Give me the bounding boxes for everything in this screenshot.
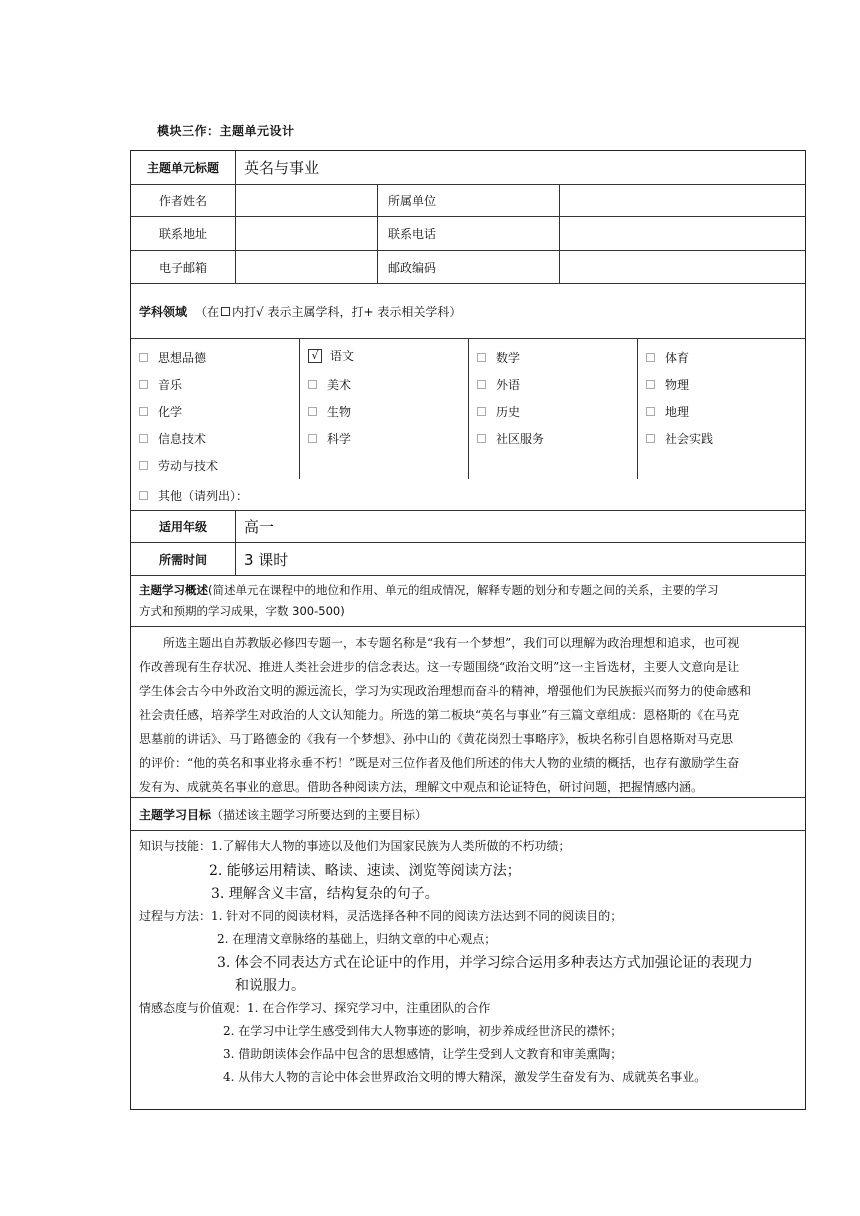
- goal-knowledge-1: 知识与技能：1.了解伟大人物的事迹以及他们为国家民族为人类所做的不朽功绩；: [139, 839, 571, 853]
- unit-field[interactable]: [559, 185, 807, 216]
- postcode-label: 邮政编码: [377, 251, 559, 283]
- goal-knowledge-3: 3. 理解含义丰富，结构复杂的句子。: [211, 886, 439, 902]
- subject-option[interactable]: 科学: [308, 430, 351, 447]
- checkmark-icon[interactable]: √: [308, 349, 322, 363]
- overview-line: 的评价：“他的英名和事业将永垂不朽！”既是对三位作者及他们所述的伟大人物的业绩的概括，也存有激励学生奋: [139, 756, 740, 770]
- subject-option[interactable]: 物理: [646, 376, 689, 393]
- subject-grid-divider: [637, 339, 638, 479]
- overview-line: 发有为、成就英名事业的意思。借助各种阅读方法，理解文中观点和论证特色，研讨问题，把握情感内涵。: [139, 780, 704, 794]
- subject-area-label: 学科领域: [139, 304, 188, 319]
- subject-grid: [131, 339, 805, 479]
- goal-knowledge-2: 2. 能够运用精读、略读、速读、浏览等阅读方法；: [209, 863, 521, 879]
- subject-option[interactable]: √ 语文: [308, 347, 354, 364]
- page-caption: 模块三作：主题单元设计: [157, 124, 295, 138]
- goal-emotion-4: 4. 从伟大人物的言论中体会世界政治文明的博大精深，激发学生奋发有为、成就英名事业。: [223, 1070, 707, 1084]
- author-field[interactable]: [235, 185, 377, 216]
- overview-note-line2: 方式和预期的学习成果，字数 300-500): [139, 604, 345, 618]
- subject-area-header-row: [131, 284, 805, 339]
- checkbox-icon[interactable]: [139, 380, 148, 389]
- checkbox-icon[interactable]: [139, 491, 148, 500]
- goal-process-1: 过程与方法：1. 针对不同的阅读材料，灵活选择各种不同的阅读方法达到不同的阅读目的；: [139, 909, 623, 923]
- subject-area-header: [139, 284, 799, 338]
- goals-body[interactable]: [131, 831, 805, 1109]
- address-field[interactable]: [235, 217, 377, 250]
- checkbox-icon[interactable]: [477, 380, 486, 389]
- other-subject-option[interactable]: 其他（请列出）：: [139, 487, 248, 504]
- subject-area-note: 内打√ 表示主属学科，打+ 表示相关学科）: [232, 304, 462, 319]
- theme-value[interactable]: 英名与事业: [235, 151, 807, 184]
- design-form-table: [130, 150, 806, 1110]
- subject-option[interactable]: 地理: [646, 403, 689, 420]
- goals-header-row: [131, 798, 805, 831]
- goal-process-2: 2. 在理清文章脉络的基础上，归纳文章的中心观点；: [217, 932, 497, 946]
- other-subject-row: [131, 479, 805, 511]
- checkbox-icon[interactable]: [646, 434, 655, 443]
- checkbox-icon[interactable]: [308, 407, 317, 416]
- checkbox-icon[interactable]: [477, 407, 486, 416]
- subject-option[interactable]: 劳动与技术: [139, 457, 218, 474]
- overview-line: 作改善现有生存状况、推进人类社会进步的信念表达。这一专题围绕“政治文明”这一主旨选材，主要人文意向是让: [139, 660, 740, 674]
- subject-option[interactable]: 化学: [139, 403, 182, 420]
- subject-option[interactable]: 历史: [477, 403, 520, 420]
- overview-line: 思墓前的讲话》、马丁路德金的《我有一个梦想》、孙中山的《黄花岗烈士事略序》，板块名称引自恩格斯对马克思: [139, 732, 734, 746]
- checkbox-icon[interactable]: [646, 380, 655, 389]
- author-label: 作者姓名: [158, 194, 207, 208]
- subject-option[interactable]: 外语: [477, 376, 520, 393]
- subject-option[interactable]: 音乐: [139, 376, 182, 393]
- subject-option[interactable]: 数学: [477, 349, 520, 366]
- email-field[interactable]: [235, 251, 377, 283]
- goals-note: （描述该主题学习所要达到的主要目标）: [211, 807, 428, 822]
- overview-body[interactable]: [139, 631, 797, 799]
- checkbox-icon[interactable]: [139, 353, 148, 362]
- checkbox-icon[interactable]: [646, 407, 655, 416]
- subject-option[interactable]: 社会实践: [646, 430, 713, 447]
- time-label: 所需时间: [158, 552, 207, 567]
- overview-note-line1: (简述单元在课程中的地位和作用、单元的组成情况，解释专题的划分和专题之间的关系，主要的学习: [208, 583, 719, 597]
- grade-row: [131, 511, 805, 543]
- phone-label: 联系电话: [377, 217, 559, 250]
- theme-row: [131, 151, 805, 185]
- overview-header-row: [131, 576, 805, 627]
- address-label: 联系地址: [158, 227, 207, 241]
- checkbox-icon[interactable]: [646, 353, 655, 362]
- goal-process-3: 3. 体会不同表达方式在论证中的作用，并学习综合运用多种表达方式加强论证的表现力: [217, 955, 753, 971]
- address-row: [131, 217, 805, 251]
- checkbox-icon[interactable]: [477, 353, 486, 362]
- subject-area-note-prefix: （在: [195, 304, 220, 319]
- checkbox-icon[interactable]: [139, 461, 148, 470]
- subject-option[interactable]: 信息技术: [139, 430, 206, 447]
- email-label: 电子邮箱: [158, 260, 207, 275]
- author-row: [131, 185, 805, 217]
- grade-value[interactable]: 高一: [235, 511, 807, 542]
- grade-label: 适用年级: [158, 520, 207, 534]
- subject-option[interactable]: 社区服务: [477, 430, 544, 447]
- unit-label: 所属单位: [377, 185, 559, 216]
- goal-emotion-3: 3. 借助朗读体会作品中包含的思想感情，让学生受到人文教育和审美熏陶；: [223, 1047, 623, 1061]
- checkbox-icon[interactable]: [139, 407, 148, 416]
- subject-option[interactable]: 生物: [308, 403, 351, 420]
- goal-process-3-cont: 和说服力。: [235, 978, 305, 994]
- theme-label: 主题单元标题: [146, 161, 219, 175]
- checkbox-icon[interactable]: [139, 434, 148, 443]
- checkbox-icon[interactable]: [308, 434, 317, 443]
- subject-grid-divider: [468, 339, 469, 479]
- time-row: [131, 543, 805, 576]
- subject-option[interactable]: 美术: [308, 376, 351, 393]
- overview-line: 所选主题出自苏教版必修四专题一，本专题名称是“我有一个梦想”，我们可以理解为政治理想和追求，也可视: [163, 636, 740, 650]
- checkbox-icon[interactable]: [477, 434, 486, 443]
- checkbox-icon[interactable]: [308, 380, 317, 389]
- overview-label: 主题学习概述: [139, 583, 208, 597]
- subject-grid-divider: [299, 339, 300, 479]
- subject-option[interactable]: 思想品德: [139, 349, 206, 366]
- goal-emotion-2: 2. 在学习中让学生感受到伟大人物事迹的影响，初步养成经世济民的襟怀；: [223, 1024, 623, 1038]
- postcode-field[interactable]: [559, 251, 807, 283]
- overview-line: 社会责任感，培养学生对政治的人文认知能力。所选的第二板块“英名与事业”有三篇文章组成：恩格斯的《在马克: [139, 708, 740, 722]
- goals-label: 主题学习目标: [139, 807, 212, 822]
- phone-field[interactable]: [559, 217, 807, 250]
- email-row: [131, 251, 805, 284]
- overview-body-row: [131, 627, 805, 798]
- goal-emotion-1: 情感态度与价值观：1. 在合作学习、探究学习中，注重团队的合作: [139, 1001, 491, 1015]
- goals-header: [139, 798, 799, 830]
- box-icon: [221, 307, 230, 316]
- overview-line: 学生体会古今中外政治文明的源远流长，学习为实现政治理想而奋斗的精神，增强他们为民族振兴而努力的使命感和: [139, 684, 752, 698]
- time-value[interactable]: 3 课时: [235, 543, 807, 575]
- overview-header: [139, 580, 797, 622]
- subject-option[interactable]: 体育: [646, 349, 689, 366]
